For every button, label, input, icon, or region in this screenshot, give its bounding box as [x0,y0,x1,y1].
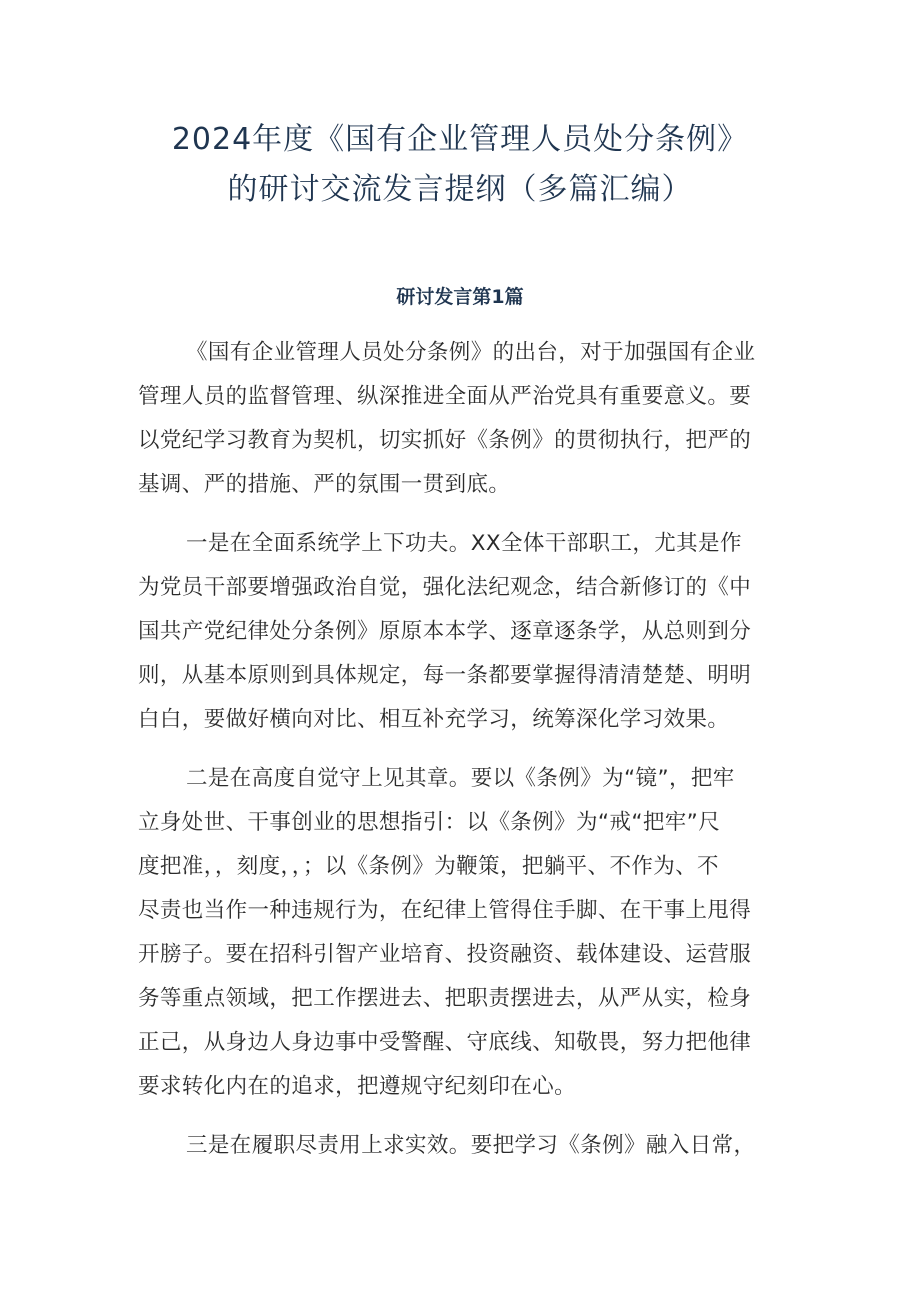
paragraph-2-line-4: 则，从基本原则到具体规定，每一条都要掌握得清清楚楚、明明 [138,663,752,688]
paragraph-3-line-8: 要求转化内在的追求，把遵规守纪刻印在心。 [138,1074,577,1099]
paragraph-2-line-2: 为党员干部要增强政治自觉，强化法纪观念，结合新修订的《中 [138,575,752,600]
paragraph-3-line-4: 尽责也当作一种违规行为，在纪律上管得住手脚、在干事上甩得 [138,898,752,923]
paragraph-2-line-1: 一是在全面系统学上下功夫。XX全体干部职工，尤其是作 [186,531,742,556]
paragraph-3-line-2: 立身处世、干事创业的思想指引：以《条例》为“戒“把牢”尺 [138,810,721,835]
paragraph-1-line-1: 《国有企业管理人员处分条例》的出台，对于加强国有企业 [186,340,756,365]
paragraph-1-line-4: 基调、严的措施、严的氛围一贯到底。 [138,472,511,497]
paragraph-1-line-2: 管理人员的监督管理、纵深推进全面从严治党具有重要意义。要 [138,384,752,409]
paragraph-2-line-5: 白白，要做好横向对比、相互补充学习，统筹深化学习效果。 [138,707,730,732]
paragraph-3-line-1: 二是在高度自觉守上见其章。要以《条例》为“镜”，把牢 [186,766,735,791]
paragraph-4-line-1: 三是在履职尽责用上求实效。要把学习《条例》融入日常， [186,1133,756,1158]
paragraph-3-line-6: 务等重点领域，把工作摆进去、把职责摆进去，从严从实，检身 [138,986,752,1011]
paragraph-3-line-3: 度把准，，刻度，，；以《条例》为鞭策，把躺平、不作为、不 [138,854,719,879]
paragraph-3-line-7: 正己，从身边人身边事中受警醒、守底线、知敬畏，努力把他律 [138,1030,752,1055]
paragraph-1-line-3: 以党纪学习教育为契机，切实抓好《条例》的贯彻执行，把严的 [138,428,752,453]
document-title-line-1: 2024年度《国有企业管理人员处分条例》 [171,122,749,157]
paragraph-3-line-5: 开膀子。要在招科引智产业培育、投资融资、载体建设、运营服 [138,942,752,967]
paragraph-2-line-3: 国共产党纪律处分条例》原原本本学、逐章逐条学，从总则到分 [138,619,752,644]
section-heading: 研讨发言第1篇 [396,286,524,308]
document-title-line-2: 的研讨交流发言提纲（多篇汇编） [227,172,693,207]
